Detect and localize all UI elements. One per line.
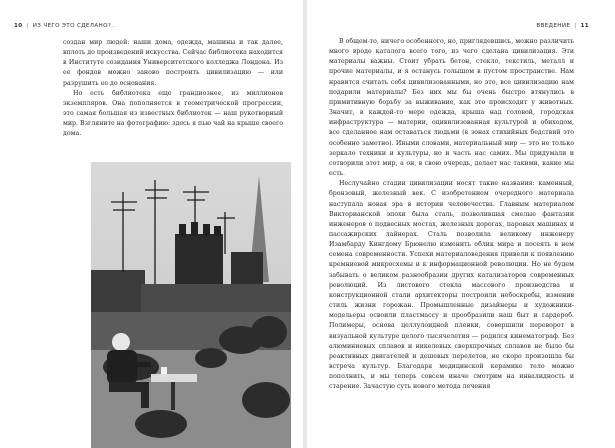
left-paragraph-2: Но есть библиотека еще грандиознее, из миллионов экземпляров. Она пополняется в геометрической прогрессии, это самая большая из известных библиотек — наш рукотворный мир. Взгляните на фотографию: здесь я пью чай на крыше своего дома. bbox=[63, 89, 283, 138]
rooftop-photo bbox=[91, 162, 291, 448]
right-paragraph-1: В общем-то, ничего особенного, но, приглядевшись, можно различить много вроде каталога всего того, из чего сделана цивилизация. Эти материалы важны. Стоит убрать бетон, стекло, текстиль, металл и прочие материалы, и я останусь голышом в пустом пространстве. Нам нравится считать себя цивилизованными, но это, все цивилизацию нам подарили материалы? Без них мы бы очень быстро втянулись в примитивную борьбу за выживание, как это происходит у животных. Значит, в каждой-то мере одежда, крыша над головой, городская инфраструктура — материи, оцивилизованная культурой и обиходом, все сделанное нам оставаться людьми (в зонах стихийных бедствий это особенно заметно). Иными словами, материальный мир — это не только зеркало техники и культуры, но и часть нас самих. Мы придумали и сотворили этот мир, а он, в свою очередь, делает нас такими, какие мы есть. bbox=[329, 38, 574, 178]
right-running-title: ВВЕДЕНИЕ bbox=[536, 23, 571, 29]
header-divider: | bbox=[574, 23, 577, 29]
photo-teacup bbox=[161, 367, 167, 374]
right-body-text bbox=[329, 37, 574, 392]
left-paragraph-1: создан мир людей: наши дома, одежда, машины и так далее, вплоть до произведений искусства. Сейчас библиотека находится в Институте созидания Университетского колледжа Лондона. Из ее фондов можно заново построить цивилизацию — или разрушить ее до основания. bbox=[63, 39, 283, 87]
left-running-title: ИЗ ЧЕГО ЭТО СДЕЛАНО?.. bbox=[32, 23, 116, 29]
left-page-number: 10 bbox=[14, 23, 23, 29]
right-page-number: 11 bbox=[580, 23, 589, 29]
left-body-text bbox=[63, 38, 283, 140]
right-page bbox=[307, 0, 615, 448]
photo-chimney-pot bbox=[179, 224, 186, 236]
photo-chimney-pot bbox=[214, 226, 221, 236]
photo-chimney-pot bbox=[191, 222, 198, 236]
photo-table bbox=[151, 374, 197, 382]
photo-table-leg bbox=[171, 382, 175, 410]
left-page-header bbox=[14, 23, 115, 29]
left-page bbox=[0, 0, 303, 448]
right-page-header bbox=[536, 23, 589, 29]
right-paragraph-2: Неслучайно стадии цивилизации носят такие названия: каменный, бронзовый, железный век. С изобретением очередного материала наступала новая эра в истории человечества. Главным материалом Викторианской эпохи была сталь, позволившая смелые фантазии инженеров о подвесных мостах, железных дорогах, паровых машинах и пассажирских лайнерах. Сталь позволила великому инженеру Изамбарду Кингдому Брюнелю изменить облик мира и посеять в нем семена современности. Успехи материаловедения привели к появлению кремниевой микросхемы и к информационной революции. Но не будем забывать о великом разнообразии других катализаторов современных революций. Из листового стекла массового производства и конструкционной стали архитекторы построили небоскребы, изменив стиль жизни горожан. Промышленные дизайнеры и художники-модельеры освоили пластмассу и преобразили наш быт и гардероб. Полимеры, основа целлулоидной пленки, совершили переворот в визуальной культуре целого тысячелетия — родился кинематограф. Без алюминиевых сплавов и никелевых сверхпрочных сплавов не было бы реактивных двигателей и дешевых перелетов, не скоро произошла бы встреча культур. Благодаря медицинской керамике тело можно пополнить, и мы теперь совсем иначе смотрим на инвалидность и старение. Зачастую суть нового метода лечения bbox=[329, 180, 574, 391]
header-divider: | bbox=[26, 23, 29, 29]
photo-chimney-pot bbox=[203, 224, 210, 236]
